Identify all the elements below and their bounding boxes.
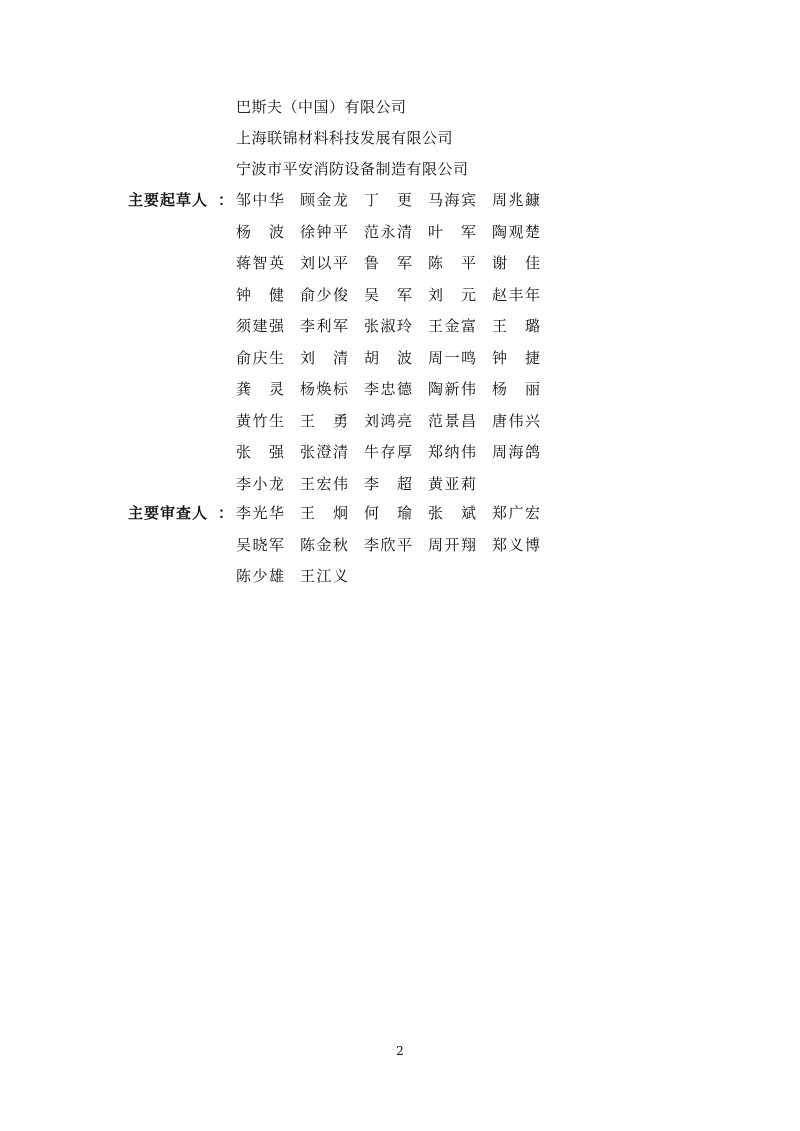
drafter-name: 王 璐: [492, 317, 540, 335]
drafter-name: 蒋智英: [236, 254, 284, 272]
drafters-colon: ：: [218, 191, 234, 209]
drafter-name: 刘以平: [300, 254, 348, 272]
drafter-name: 赵丰年: [492, 285, 540, 304]
reviewers-name-grid: [236, 498, 576, 593]
drafter-name: 周一鸣: [428, 348, 476, 367]
drafter-name: 范永清: [364, 222, 412, 241]
reviewer-name: 何 瑜: [364, 504, 412, 522]
drafter-name: 周兆鏮: [492, 191, 540, 209]
reviewers-colon: ：: [218, 504, 234, 522]
drafter-name: 须建强: [236, 317, 284, 335]
drafter-name: 王金富: [428, 317, 476, 335]
drafter-name: 刘 元: [428, 285, 476, 304]
drafter-name: 陶观楚: [492, 222, 540, 241]
drafters-label: 主要起草人: [128, 191, 209, 209]
reviewer-name: 王江义: [300, 567, 348, 585]
drafter-name: 郑纳伟: [428, 443, 476, 461]
drafter-name: 丁 更: [364, 191, 412, 209]
organization-item: 巴斯夫（中国）有限公司: [236, 98, 407, 116]
drafter-name: 陶新伟: [428, 380, 476, 398]
drafter-name: 钟 健: [236, 285, 284, 304]
reviewer-name: 周开翔: [428, 535, 476, 554]
drafter-name: 俞少俊: [300, 285, 348, 304]
drafter-name: 胡 波: [364, 348, 412, 367]
drafter-name: 李 超: [364, 474, 412, 493]
drafter-name: 马海宾: [428, 191, 476, 209]
reviewer-name: 陈金秋: [300, 535, 348, 554]
reviewers-label: 主要审查人: [128, 504, 209, 522]
drafter-name: 牛存厚: [364, 443, 412, 461]
drafter-name: 谢 佳: [492, 254, 540, 272]
reviewer-name: 李欣平: [364, 535, 412, 554]
drafter-name: 徐钟平: [300, 222, 348, 241]
drafter-name: 李小龙: [236, 474, 284, 493]
drafter-name: 鲁 军: [364, 254, 412, 272]
reviewer-name: 郑义博: [492, 535, 540, 554]
drafter-name: 黄竹生: [236, 411, 284, 430]
drafter-name: 张澄清: [300, 443, 348, 461]
drafter-name: 刘 清: [300, 348, 348, 367]
reviewer-name: 王 炯: [300, 504, 348, 522]
drafters-name-grid: [236, 185, 576, 500]
drafter-name: 刘鸿亮: [364, 411, 412, 430]
drafter-name: 吴 军: [364, 285, 412, 304]
drafter-name: 张 强: [236, 443, 284, 461]
drafter-name: 唐伟兴: [492, 411, 540, 430]
drafter-name: 王宏伟: [300, 474, 348, 493]
reviewer-name: 张 斌: [428, 504, 476, 522]
drafter-name: 杨焕标: [300, 380, 348, 398]
drafter-name: 钟 捷: [492, 348, 540, 367]
drafter-name: 黄亚莉: [428, 474, 476, 493]
organization-item: 上海联锦材料科技发展有限公司: [236, 129, 454, 147]
reviewer-name: 李光华: [236, 504, 284, 522]
drafter-name: 周海鸽: [492, 443, 540, 461]
reviewer-name: 郑广宏: [492, 504, 540, 522]
drafter-name: 邹中华: [236, 191, 284, 209]
drafter-name: 李忠德: [364, 380, 412, 398]
drafter-name: 俞庆生: [236, 348, 284, 367]
drafter-name: 张淑玲: [364, 317, 412, 335]
organization-item: 宁波市平安消防设备制造有限公司: [236, 160, 469, 178]
drafter-name: 王 勇: [300, 411, 348, 430]
drafter-name: 龚 灵: [236, 380, 284, 398]
drafter-name: 杨 丽: [492, 380, 540, 398]
reviewer-name: 陈少雄: [236, 567, 284, 585]
drafter-name: 范景昌: [428, 411, 476, 430]
drafter-name: 叶 军: [428, 222, 476, 241]
page-number: 2: [396, 1044, 404, 1058]
organization-list: [236, 92, 469, 185]
drafter-name: 顾金龙: [300, 191, 348, 209]
reviewer-name: 吴晓军: [236, 535, 284, 554]
drafter-name: 李利军: [300, 317, 348, 335]
drafter-name: 杨 波: [236, 222, 284, 241]
drafter-name: 陈 平: [428, 254, 476, 272]
